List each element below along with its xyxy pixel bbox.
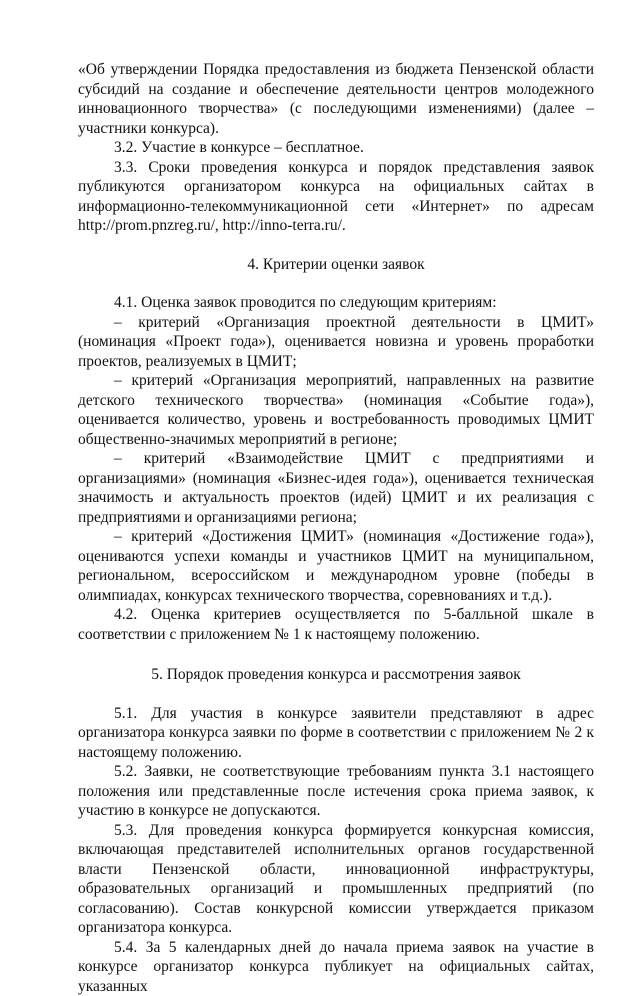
paragraph-5-3: 5.3. Для проведения конкурса формируется конкурсная комиссия, включающая представителей исполнительных органов государственной власти Пензенской области, инновационной инфраструктуры, образовательных организаций и промышленных предприятий (по согласованию). Состав конкурсной комиссии утверждается приказом организатора конкурса.: [78, 821, 594, 938]
paragraph-5-4: 5.4. За 5 календарных дней до начала приема заявок на участие в конкурсе организатор конкурса публикует на официальных сайтах, указанных: [78, 938, 594, 996]
paragraph-3-2: 3.2. Участие в конкурсе – бесплатное.: [78, 138, 594, 158]
section-4-heading: 4. Критерии оценки заявок: [78, 255, 594, 275]
criterion-3: – критерий «Взаимодействие ЦМИТ с предприятиями и организациями» (номинация «Бизнес-идея года»), оценивается техническая значимость и актуальность проектов (идей) ЦМИТ и их реализация с предприятиями и организациями региона;: [78, 449, 594, 527]
section-5-heading: 5. Порядок проведения конкурса и рассмотрения заявок: [78, 665, 594, 685]
criterion-1: – критерий «Организация проектной деятельности в ЦМИТ» (номинация «Проект года»), оценивается новизна и уровень проработки проектов, реализуемых в ЦМИТ;: [78, 313, 594, 372]
document-page: [78, 60, 594, 996]
paragraph-5-1: 5.1. Для участия в конкурсе заявители представляют в адрес организатора конкурса заявки по форме в соответствии с приложением № 2 к настоящему положению.: [78, 704, 594, 763]
paragraph-5-2: 5.2. Заявки, не соответствующие требованиям пункта 3.1 настоящего положения или представленные после истечения срока приема заявок, к участию в конкурсе не допускаются.: [78, 762, 594, 821]
paragraph-3-3: 3.3. Сроки проведения конкурса и порядок представления заявок публикуются организатором конкурса на официальных сайтах в информационно-телекоммуникационной сети «Интернет» по адресам http://prom.pnzreg.ru/, http://inno-terra.ru/.: [78, 158, 594, 236]
intro-paragraph: «Об утверждении Порядка предоставления из бюджета Пензенской области субсидий на создание и обеспечение деятельности центров молодежного инновационного творчества» (с последующими изменениями) (далее – участники конкурса).: [78, 60, 594, 138]
paragraph-4-1: 4.1. Оценка заявок проводится по следующим критериям:: [78, 293, 594, 313]
criterion-4: – критерий «Достижения ЦМИТ» (номинация «Достижение года»), оцениваются успехи команды и участников ЦМИТ на муниципальном, региональном, всероссийском и международном уровне (победы в олимпиадах, конкурсах технического творчества, соревнованиях и т.д.).: [78, 527, 594, 605]
paragraph-4-2: 4.2. Оценка критериев осуществляется по 5-балльной шкале в соответствии с приложением № 1 к настоящему положению.: [78, 605, 594, 644]
criterion-2: – критерий «Организация мероприятий, направленных на развитие детского технического творчества» (номинация «Событие года»), оценивается количество, уровень и востребованность проводимых ЦМИТ общественно-значимых мероприятий в регионе;: [78, 371, 594, 449]
